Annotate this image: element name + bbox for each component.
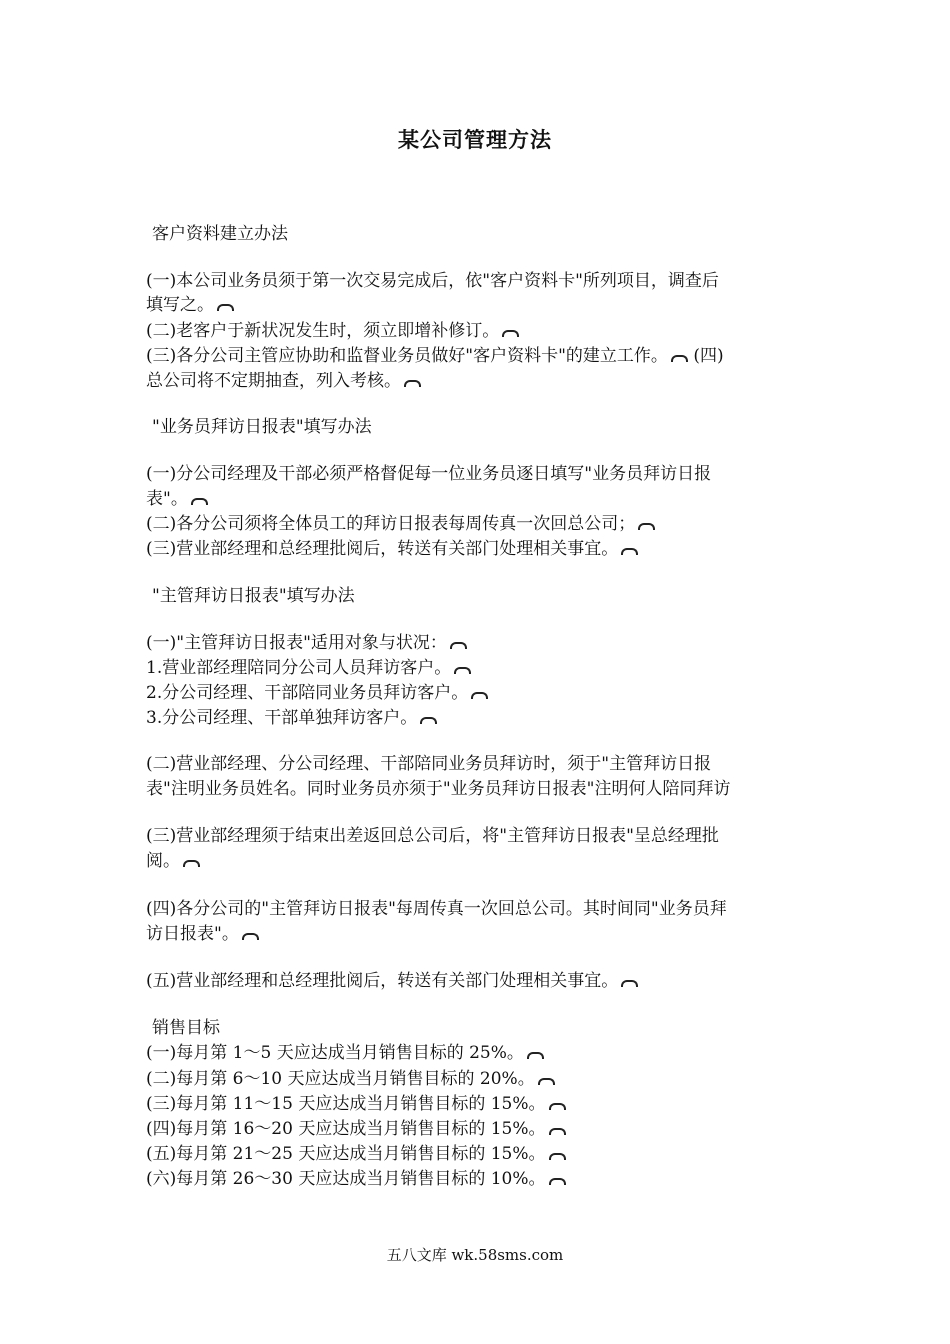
paragraph-mark-icon (549, 1153, 566, 1160)
paragraph-mark-icon (471, 692, 488, 699)
paragraph-line: (六)每月第 26～30 天应达成当月销售目标的 10%。 (146, 1167, 806, 1191)
section-heading-salesperson-report: "业务员拜访日报表"填写办法 (152, 417, 372, 437)
paragraph-mark-icon (538, 1078, 555, 1085)
paragraph-mark-icon (450, 642, 467, 649)
paragraph-line: 2.分公司经理、干部陪同业务员拜访客户。 (146, 681, 806, 705)
paragraph-line: 填写之。 (146, 293, 806, 317)
paragraph-line: (三)营业部经理和总经理批阅后，转送有关部门处理相关事宜。 (146, 537, 806, 561)
paragraph-mark-icon (549, 1128, 566, 1135)
paragraph-line: (二)每月第 6～10 天应达成当月销售目标的 20%。 (146, 1067, 806, 1091)
paragraph-line: 3.分公司经理、干部单独拜访客户。 (146, 706, 806, 730)
paragraph-line: 访日报表"。 (146, 922, 806, 946)
paragraph-line: (一)分公司经理及干部必须严格督促每一位业务员逐日填写"业务员拜访日报 (146, 464, 712, 484)
paragraph-mark-icon (527, 1052, 544, 1059)
paragraph-mark-icon (454, 667, 471, 674)
paragraph-mark-icon (420, 717, 437, 724)
paragraph-line: 1.营业部经理陪同分公司人员拜访客户。 (146, 656, 806, 680)
document-title: 某公司管理方法 (398, 127, 552, 152)
paragraph-mark-icon (549, 1178, 566, 1185)
paragraph-mark-icon (549, 1103, 566, 1110)
paragraph-mark-icon (621, 548, 638, 555)
paragraph-line: (二)老客户于新状况发生时，须立即增补修订。 (146, 319, 806, 343)
section-heading-sales-targets: 销售目标 (152, 1018, 220, 1038)
section-heading-supervisor-report: "主管拜访日报表"填写办法 (152, 586, 355, 606)
paragraph-mark-icon (638, 523, 655, 530)
paragraph-mark-icon (404, 380, 421, 387)
paragraph-mark-icon (502, 330, 519, 337)
section-heading-customer-records: 客户资料建立办法 (152, 224, 288, 244)
paragraph-line: (一)每月第 1～5 天应达成当月销售目标的 25%。 (146, 1041, 806, 1065)
paragraph-line: (五)营业部经理和总经理批阅后，转送有关部门处理相关事宜。 (146, 969, 806, 993)
paragraph-line: (五)每月第 21～25 天应达成当月销售目标的 15%。 (146, 1142, 806, 1166)
paragraph-line: (二)营业部经理、分公司经理、干部陪同业务员拜访时，须于"主管拜访日报 (146, 754, 712, 774)
paragraph-line: 表"。 (146, 487, 806, 511)
paragraph-mark-icon (671, 355, 688, 362)
paragraph-line: (三)营业部经理须于结束出差返回总公司后，将"主管拜访日报表"呈总经理批 (146, 826, 719, 846)
paragraph-mark-icon (621, 980, 638, 987)
paragraph-line: (四)每月第 16～20 天应达成当月销售目标的 15%。 (146, 1117, 806, 1141)
paragraph-mark-icon (183, 860, 200, 867)
paragraph-line: (三)每月第 11～15 天应达成当月销售目标的 15%。 (146, 1092, 806, 1116)
paragraph-mark-icon (191, 498, 208, 505)
paragraph-mark-icon (242, 933, 259, 940)
paragraph-line: (二)各分公司须将全体员工的拜访日报表每周传真一次回总公司； (146, 512, 806, 536)
paragraph-line: 阅。 (146, 849, 806, 873)
paragraph-line: (四)各分公司的"主管拜访日报表"每周传真一次回总公司。其时间同"业务员拜 (146, 899, 727, 919)
paragraph-line: 总公司将不定期抽查，列入考核。 (146, 369, 806, 393)
paragraph-line: 表"注明业务员姓名。同时业务员亦须于"业务员拜访日报表"注明何人陪同拜访 (146, 779, 731, 799)
paragraph-line: (一)"主管拜访日报表"适用对象与状况： (146, 631, 806, 655)
paragraph-line: (一)本公司业务员须于第一次交易完成后，依"客户资料卡"所列项目，调查后 (146, 271, 719, 291)
paragraph-line: (三)各分公司主管应协助和监督业务员做好"客户资料卡"的建立工作。 (四) (146, 346, 724, 366)
page-footer: 五八文库 wk.58sms.com (386, 1246, 564, 1264)
paragraph-mark-icon (217, 304, 234, 311)
